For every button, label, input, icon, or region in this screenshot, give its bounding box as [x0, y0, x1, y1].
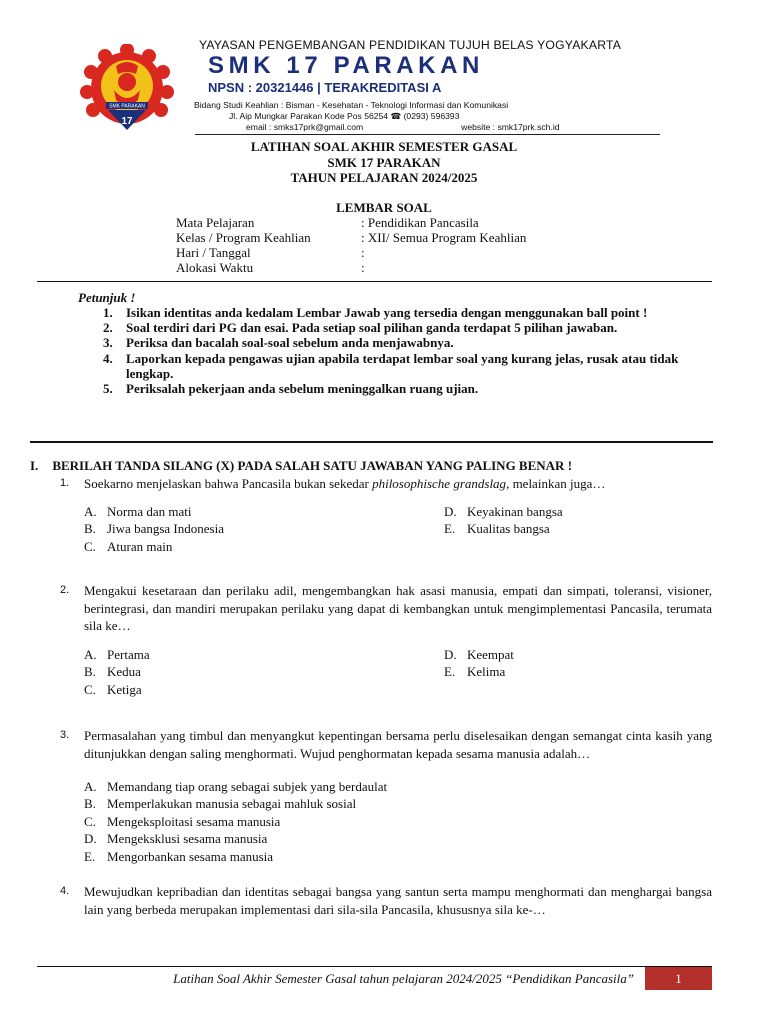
instruction-number: 3. — [103, 335, 113, 351]
instruction-item — [103, 320, 683, 335]
section-number: I. — [30, 458, 39, 473]
question-text: Soekarno menjelaskan bahwa Pancasila bukan sekedar philosophische grandslag, melainkan juga… — [84, 476, 606, 491]
option-1a[interactable]: A. Norma dan mati — [84, 504, 192, 519]
option-2a[interactable]: A. Pertama — [84, 647, 150, 662]
identity-value-date: : — [361, 245, 365, 260]
identity-label-class: Kelas / Program Keahlian — [176, 230, 311, 245]
contact-line — [246, 122, 560, 132]
logo-banner-text: SMK PARAKAN — [109, 103, 145, 110]
option-3d[interactable]: D. Mengeksklusi sesama manusia — [84, 831, 268, 846]
identity-value-subject: : Pendidikan Pancasila — [361, 215, 479, 230]
header-divider — [195, 134, 660, 135]
instruction-text: Periksalah pekerjaan anda sebelum meninggalkan ruang ujian. — [126, 381, 479, 397]
identity-value-time: : — [361, 260, 365, 275]
footer-divider — [37, 966, 712, 967]
option-3a[interactable]: A. Memandang tiap orang sebagai subjek yang berdaulat — [84, 779, 388, 794]
option-2b[interactable]: B. Kedua — [84, 664, 141, 679]
option-1d[interactable]: D. Keyakinan bangsa — [444, 504, 563, 519]
footer-text: Latihan Soal Akhir Semester Gasal tahun pelajaran 2024/2025 “Pendidikan Pancasila” — [173, 971, 634, 986]
question-number: 3. — [60, 729, 70, 741]
school-website: website : smk17prk.sch.id — [461, 122, 560, 132]
instruction-item — [103, 351, 683, 381]
question-text: Permasalahan yang timbul dan menyangkut kepentingan bersama perlu diselesaikan dengan semangat cinta kasih yang ditunjukkan dengan saling menghormati. Wujud penghormatan kepada sesama manusia adalah… — [84, 728, 712, 761]
option-1b[interactable]: B. Jiwa bangsa Indonesia — [84, 521, 224, 536]
question-4 — [60, 883, 712, 918]
instruction-item — [103, 381, 683, 396]
instruction-item — [103, 335, 683, 350]
instructions-title: Petunjuk ! — [78, 290, 136, 305]
question-text: Mengakui kesetaraan dan perilaku adil, mengembangkan hak asasi manusia, empati dan simpati, toleransi, visioner, berintegrasi, dan mandiri merupakan perilaku yang dapat di kembangkan untuk mengimplementasi Pancasila, terumata sila ke… — [84, 583, 712, 633]
school-logo — [78, 44, 176, 132]
sheet-title: LEMBAR SOAL — [336, 200, 432, 215]
option-2e[interactable]: E. Kelima — [444, 664, 506, 679]
option-3c[interactable]: C. Mengeksploitasi sesama manusia — [84, 814, 281, 829]
instruction-text: Isikan identitas anda kedalam Lembar Jawab yang tersedia dengan menggunakan ball point ! — [126, 305, 648, 320]
question-number: 2. — [60, 584, 70, 596]
instruction-number: 2. — [103, 320, 113, 336]
exam-title: LATIHAN SOAL AKHIR SEMESTER GASAL — [250, 139, 518, 154]
study-fields: Bidang Studi Keahlian : Bisman - Kesehatan - Teknologi Informasi dan Komunikasi — [194, 100, 509, 110]
option-1c[interactable]: C. Aturan main — [84, 539, 173, 554]
identity-label-subject: Mata Pelajaran — [176, 215, 255, 230]
option-2d[interactable]: D. Keempat — [444, 647, 514, 662]
instruction-number: 5. — [103, 381, 113, 397]
page-number: 1 — [645, 967, 712, 990]
instructions-list — [103, 305, 683, 396]
school-name: SMK 17 PARAKAN — [208, 52, 484, 79]
instruction-text: Soal terdiri dari PG dan esai. Pada setiap soal pilihan ganda terdapat 5 pilihan jawaban. — [126, 320, 618, 336]
instruction-text: Laporkan kepada pengawas ujian apabila terdapat lembar soal yang kurang jelas, rusak atau tidak lengkap. — [126, 350, 679, 381]
option-3b[interactable]: B. Memperlakukan manusia sebagai mahluk sosial — [84, 796, 357, 811]
instructions-divider — [30, 441, 713, 443]
question-3 — [60, 727, 712, 762]
question-1 — [60, 475, 712, 493]
instruction-number: 4. — [103, 350, 113, 366]
option-3e[interactable]: E. Mengorbankan sesama manusia — [84, 849, 274, 864]
question-number: 1. — [60, 477, 70, 489]
option-2c[interactable]: C. Ketiga — [84, 682, 142, 697]
instruction-item — [103, 305, 683, 320]
question-text: Mewujudkan kepribadian dan identitas sebagai bangsa yang santun serta mampu menghormati dan menghargai bangsa lain yang berbeda merupakan implementasi dari sila-sila Pancasila, khususnya sila ke-… — [84, 884, 712, 917]
section-heading — [30, 458, 572, 474]
question-2 — [60, 582, 712, 635]
identity-label-date: Hari / Tanggal — [176, 245, 251, 260]
identity-value-class: : XII/ Semua Program Keahlian — [361, 230, 527, 245]
instruction-number: 1. — [103, 305, 113, 320]
instruction-text: Periksa dan bacalah soal-soal sebelum anda menjawabnya. — [126, 335, 454, 351]
section-title: BERILAH TANDA SILANG (X) PADA SALAH SATU JAWABAN YANG PALING BENAR ! — [52, 458, 573, 473]
option-1e[interactable]: E. Kualitas bangsa — [444, 521, 550, 536]
school-email: email : smks17prk@gmail.com — [246, 122, 364, 132]
exam-school: SMK 17 PARAKAN — [327, 155, 441, 170]
school-address: Jl. Aip Mungkar Parakan Kode Pos 56254 ☎ (0293) 596393 — [229, 111, 460, 121]
exam-year: TAHUN PELAJARAN 2024/2025 — [290, 170, 478, 185]
identity-label-time: Alokasi Waktu — [176, 260, 254, 275]
identity-divider — [37, 281, 712, 282]
foundation-name: YAYASAN PENGEMBANGAN PENDIDIKAN TUJUH BELAS YOGYAKARTA — [198, 38, 622, 52]
question-number: 4. — [60, 885, 70, 897]
npsn-accreditation: NPSN : 20321446 | TERAKREDITASI A — [208, 80, 442, 95]
logo-number-text: 17 — [121, 116, 133, 127]
